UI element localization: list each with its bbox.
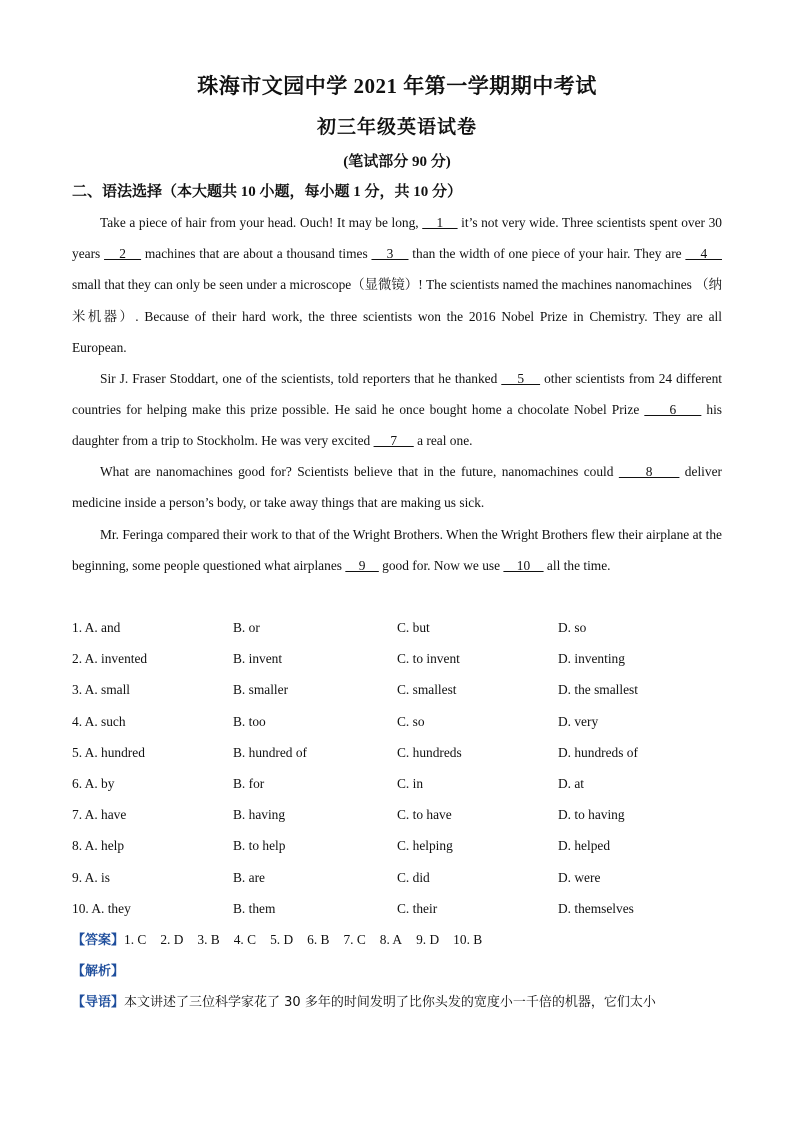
question-row (72, 612, 732, 643)
option-c: C. to invent (397, 651, 460, 667)
option-a: 7. A. have (72, 807, 127, 823)
question-row (72, 893, 732, 924)
question-row (72, 768, 732, 799)
option-b: B. or (233, 620, 260, 635)
passage-text: it’s not very wide. Three scientists spent over 30 years (72, 215, 722, 262)
answer-item: 5. D (270, 932, 294, 947)
option-b: B. are (233, 869, 265, 885)
question-row (72, 674, 732, 705)
analysis-heading (72, 955, 124, 987)
option-d: D. at (558, 775, 585, 791)
option-c: C. but (397, 620, 430, 635)
option-d: D. to having (558, 807, 625, 823)
option-d: D. helped (558, 838, 611, 854)
answer-item: 6. B (307, 932, 330, 947)
answer-item: 3. B (197, 932, 220, 947)
blank-1: 1 (422, 215, 458, 230)
option-d: D. the smallest (558, 682, 638, 698)
question-row (72, 862, 732, 893)
option-d: D. were (558, 869, 601, 885)
blank-4: 4 (685, 246, 722, 262)
option-c: C. in (397, 775, 424, 791)
passage-text: his daughter from a trip to Stockholm. He was very excited (72, 402, 723, 449)
question-options (72, 612, 732, 924)
option-d: D. themselves (558, 900, 634, 916)
option-a: 1. A. and (72, 620, 121, 635)
blank-8: 8 (618, 464, 680, 479)
option-a: 3. A. small (72, 682, 131, 698)
passage-paragraph-1 (72, 207, 722, 363)
passage-text: small that they can only be seen under a microscope（显微镜）! The scientists named the machines nanomachines （纳米机器）. Because of their hard work, the three scientists won the 2016 Nobel Prize in Chemistry. They are all European. (72, 277, 723, 355)
question-row (72, 830, 732, 861)
passage-text: deliver medicine inside a person’s body, or take away things that are making us sick. (72, 464, 722, 511)
analysis-tag: 【解析】 (72, 964, 125, 979)
option-b: B. too (233, 713, 266, 729)
blank-3: 3 (371, 246, 409, 262)
guide-text: 本文讲述了三位科学家花了 30 多年的时间发明了比你头发的宽度小一千倍的机器，它们太小 (124, 995, 656, 1010)
question-row (72, 643, 732, 674)
option-a: 8. A. help (72, 838, 125, 854)
option-d: D. inventing (558, 651, 625, 667)
exam-title: 珠海市文园中学 2021 年第一学期期中考试 (197, 74, 597, 98)
option-c: C. so (397, 713, 425, 729)
passage-text: Take a piece of hair from your head. Ouch! It may be long, (100, 215, 423, 230)
option-a: 5. A. hundred (72, 744, 145, 760)
answer-item: 4. C (233, 932, 257, 947)
option-a: 6. A. by (72, 775, 115, 791)
option-c: C. smallest (397, 682, 457, 698)
passage-text: machines that are about a thousand times (141, 246, 372, 262)
option-c: C. hundreds (397, 744, 462, 760)
blank-5: 5 (501, 371, 541, 386)
passage-text: than the width of one piece of your hair. They are (408, 246, 686, 262)
answer-tag: 【答案】 (72, 933, 125, 948)
option-b: B. for (233, 775, 265, 791)
answer-item: 9. D (416, 932, 440, 947)
blank-9: 9 (345, 558, 379, 574)
option-b: B. smaller (233, 682, 289, 698)
option-b: B. to help (233, 838, 286, 854)
option-a: 10. A. they (72, 900, 131, 916)
section-heading: 二、语法选择（本大题共 10 小题，每小题 1 分，共 10 分） (72, 184, 463, 200)
passage-text: all the time. (543, 558, 611, 574)
question-row (72, 737, 732, 768)
option-c: C. their (397, 900, 438, 916)
option-d: D. hundreds of (558, 744, 638, 760)
option-d: D. very (558, 713, 599, 729)
answer-item: 7. C (343, 932, 366, 947)
option-c: C. helping (397, 838, 453, 854)
passage-text: good for. Now we use (378, 558, 504, 574)
passage-text: Sir J. Fraser Stoddart, one of the scientists, told reporters that he thanked (100, 371, 502, 386)
passage-paragraph-4 (72, 519, 722, 581)
blank-10: 10 (503, 558, 544, 574)
question-row (72, 799, 732, 830)
option-b: B. having (233, 807, 286, 823)
answer-item: 2. D (160, 932, 184, 947)
option-b: B. invent (233, 651, 283, 667)
answer-item: 8. A (379, 932, 403, 947)
passage-text: other scientists from 24 different countries for helping make this prize possible. He said he once bought home a chocolate Nobel Prize (72, 371, 722, 418)
passage-paragraph-3 (72, 456, 722, 518)
passage-text: a real one. (413, 433, 473, 449)
answer-item: 10. B (453, 932, 483, 947)
option-a: 4. A. such (72, 713, 126, 729)
option-a: 2. A. invented (72, 651, 148, 667)
passage-text: Mr. Feringa compared their work to that of the Wright Brothers. When the Wright Brothers flew their airplane at the beginning, some people questioned what airplanes (72, 527, 722, 574)
question-row (72, 706, 732, 737)
blank-2: 2 (104, 246, 142, 262)
answer-key (72, 924, 496, 956)
passage-text: What are nanomachines good for? Scientists believe that in the future, nanomachines could (100, 464, 619, 479)
guide-tag: 【导语】 (72, 995, 125, 1010)
score-note: (笔试部分 90 分) (343, 154, 451, 170)
option-c: C. did (397, 869, 430, 885)
blank-7: 7 (373, 433, 414, 449)
option-c: C. to have (397, 807, 452, 823)
option-b: B. hundred of (233, 744, 308, 760)
passage-paragraph-2 (72, 363, 722, 457)
answer-item: 1. C (124, 932, 147, 947)
option-b: B. them (233, 900, 276, 916)
option-a: 9. A. is (72, 869, 110, 885)
option-d: D. so (558, 620, 587, 635)
exam-subtitle: 初三年级英语试卷 (316, 117, 477, 138)
guide-line (72, 986, 732, 1018)
blank-6: 6 (644, 402, 702, 418)
